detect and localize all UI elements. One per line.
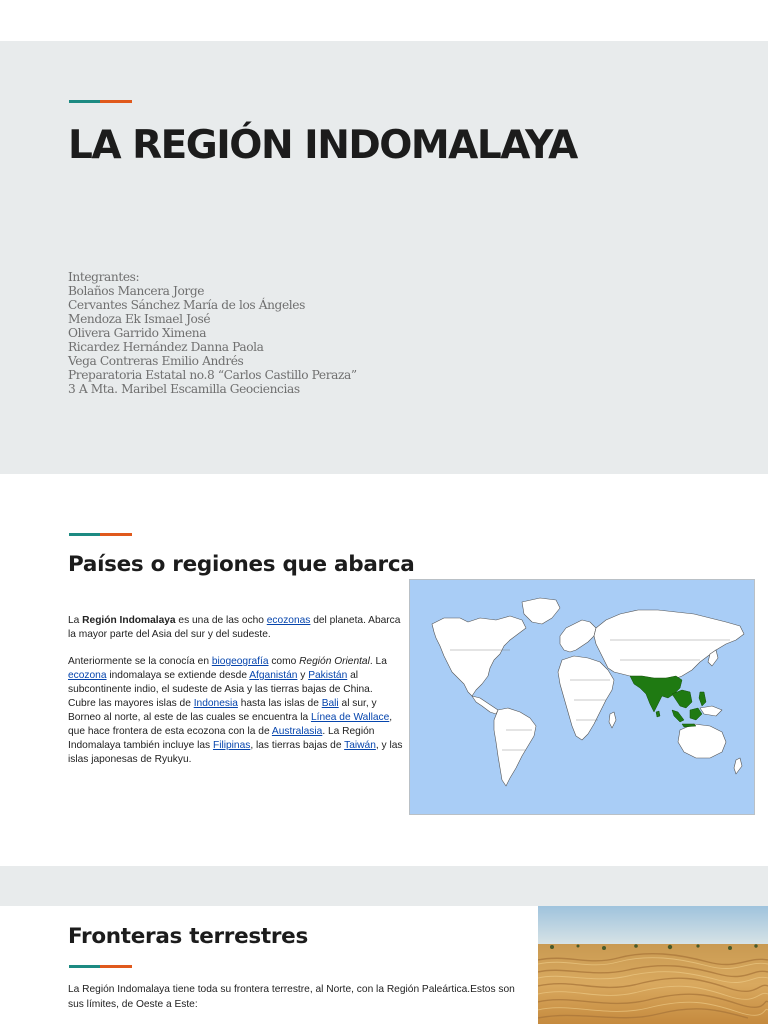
- link-australasia[interactable]: Australasia: [271, 726, 323, 737]
- text-span: como: [268, 656, 300, 667]
- presentation-title: LA REGIÓN INDOMALAYA: [68, 123, 577, 168]
- text-span: del planeta. Abarca la mayor parte del Asia del sur y del sudeste.: [68, 615, 401, 640]
- link-indonesia[interactable]: Indonesia: [193, 698, 238, 709]
- countries-slide: [0, 474, 768, 866]
- link-afganistan[interactable]: Afganistán: [249, 670, 298, 681]
- accent-teal: [69, 533, 100, 536]
- text-span: La: [68, 615, 83, 626]
- school-name: Preparatoria Estatal no.8 “Carlos Castillo Peraza”: [68, 368, 357, 382]
- accent-teal: [69, 100, 100, 103]
- text-span: y: [297, 670, 309, 681]
- section-heading: Países o regiones que abarca: [68, 552, 415, 577]
- text-span: , y las islas japonesas de Ryukyu.: [68, 740, 403, 765]
- link-ecozona[interactable]: ecozona: [68, 670, 107, 681]
- text-span: al subcontinente indio, el sudeste de Asia y las tierras bajas de China. Cubre las mayores islas de: [68, 670, 373, 709]
- text-span: hasta las islas de: [237, 698, 322, 709]
- accent-teal: [69, 965, 100, 968]
- group-teacher: 3 A Mta. Maribel Escamilla Geociencias: [68, 382, 300, 396]
- shrub: [754, 944, 757, 947]
- shrub: [634, 944, 638, 948]
- link-bali[interactable]: Bali: [321, 698, 339, 709]
- shrub: [550, 945, 554, 949]
- sri-lanka-highlight: [656, 711, 660, 717]
- section-accent-bar: [69, 965, 132, 968]
- text-span: . La: [369, 656, 387, 667]
- title-slide: [0, 41, 768, 474]
- world-map-graphic: [410, 580, 755, 815]
- link-pakistan[interactable]: Pakistán: [308, 670, 348, 681]
- shrub: [696, 944, 699, 947]
- text-span: Anteriormente se la conocía en: [68, 656, 212, 667]
- paragraph-1: [68, 614, 403, 642]
- member-name: Cervantes Sánchez María de los Ángeles: [68, 298, 305, 312]
- accent-orange: [100, 100, 132, 103]
- link-linea-de-wallace[interactable]: Línea de Wallace: [310, 712, 390, 723]
- link-biogeografia[interactable]: biogeografía: [211, 656, 269, 667]
- shrub: [602, 946, 606, 950]
- member-name: Ricardez Hernández Danna Paola: [68, 340, 264, 354]
- shrub: [668, 945, 672, 949]
- link-taiwan[interactable]: Taiwán: [344, 740, 376, 751]
- desert-image: [538, 906, 768, 1024]
- text-span: al sur, y Borneo al norte, al este de las cuales se encuentra la: [68, 698, 377, 723]
- shrub: [728, 946, 732, 950]
- member-name: Mendoza Ek Ismael José: [68, 312, 211, 326]
- borders-slide: [0, 906, 768, 1024]
- members-label: Integrantes:: [68, 270, 140, 284]
- shrub: [577, 945, 580, 948]
- member-name: Olivera Garrido Ximena: [68, 326, 207, 340]
- accent-orange: [100, 533, 132, 536]
- world-map: [409, 579, 755, 815]
- members-list: [68, 270, 357, 396]
- next-slide-band: [0, 866, 768, 906]
- member-name: Bolaños Mancera Jorge: [68, 284, 205, 298]
- text-span: , las tierras bajas de: [250, 740, 345, 751]
- text-span: . La Región Indomalaya también incluye las: [68, 726, 375, 751]
- text-span: es una de las ocho: [175, 615, 267, 626]
- link-ecozonas[interactable]: ecozonas: [266, 615, 311, 626]
- section-accent-bar: [69, 533, 132, 536]
- desert-photo: [538, 906, 768, 1024]
- paragraph-2: [68, 655, 403, 767]
- accent-orange: [100, 965, 132, 968]
- link-filipinas[interactable]: Filipinas: [212, 740, 251, 751]
- text-span: indomalaya se extiende desde: [106, 670, 250, 681]
- italic-term: Región Oriental: [299, 656, 370, 667]
- title-accent-bar: [69, 100, 132, 103]
- text-span: , que hace frontera de esta ecozona con la de: [68, 712, 393, 737]
- description-text: [68, 614, 403, 780]
- borders-description: La Región Indomalaya tiene toda su frontera terrestre, al Norte, con la Región Paleártica.Estos son sus límites, de Oeste a Este:: [68, 984, 515, 1010]
- section-heading: Fronteras terrestres: [68, 924, 308, 949]
- bold-term: Región Indomalaya: [82, 615, 176, 626]
- sky: [538, 906, 768, 946]
- member-name: Vega Contreras Emilio Andrés: [68, 354, 244, 368]
